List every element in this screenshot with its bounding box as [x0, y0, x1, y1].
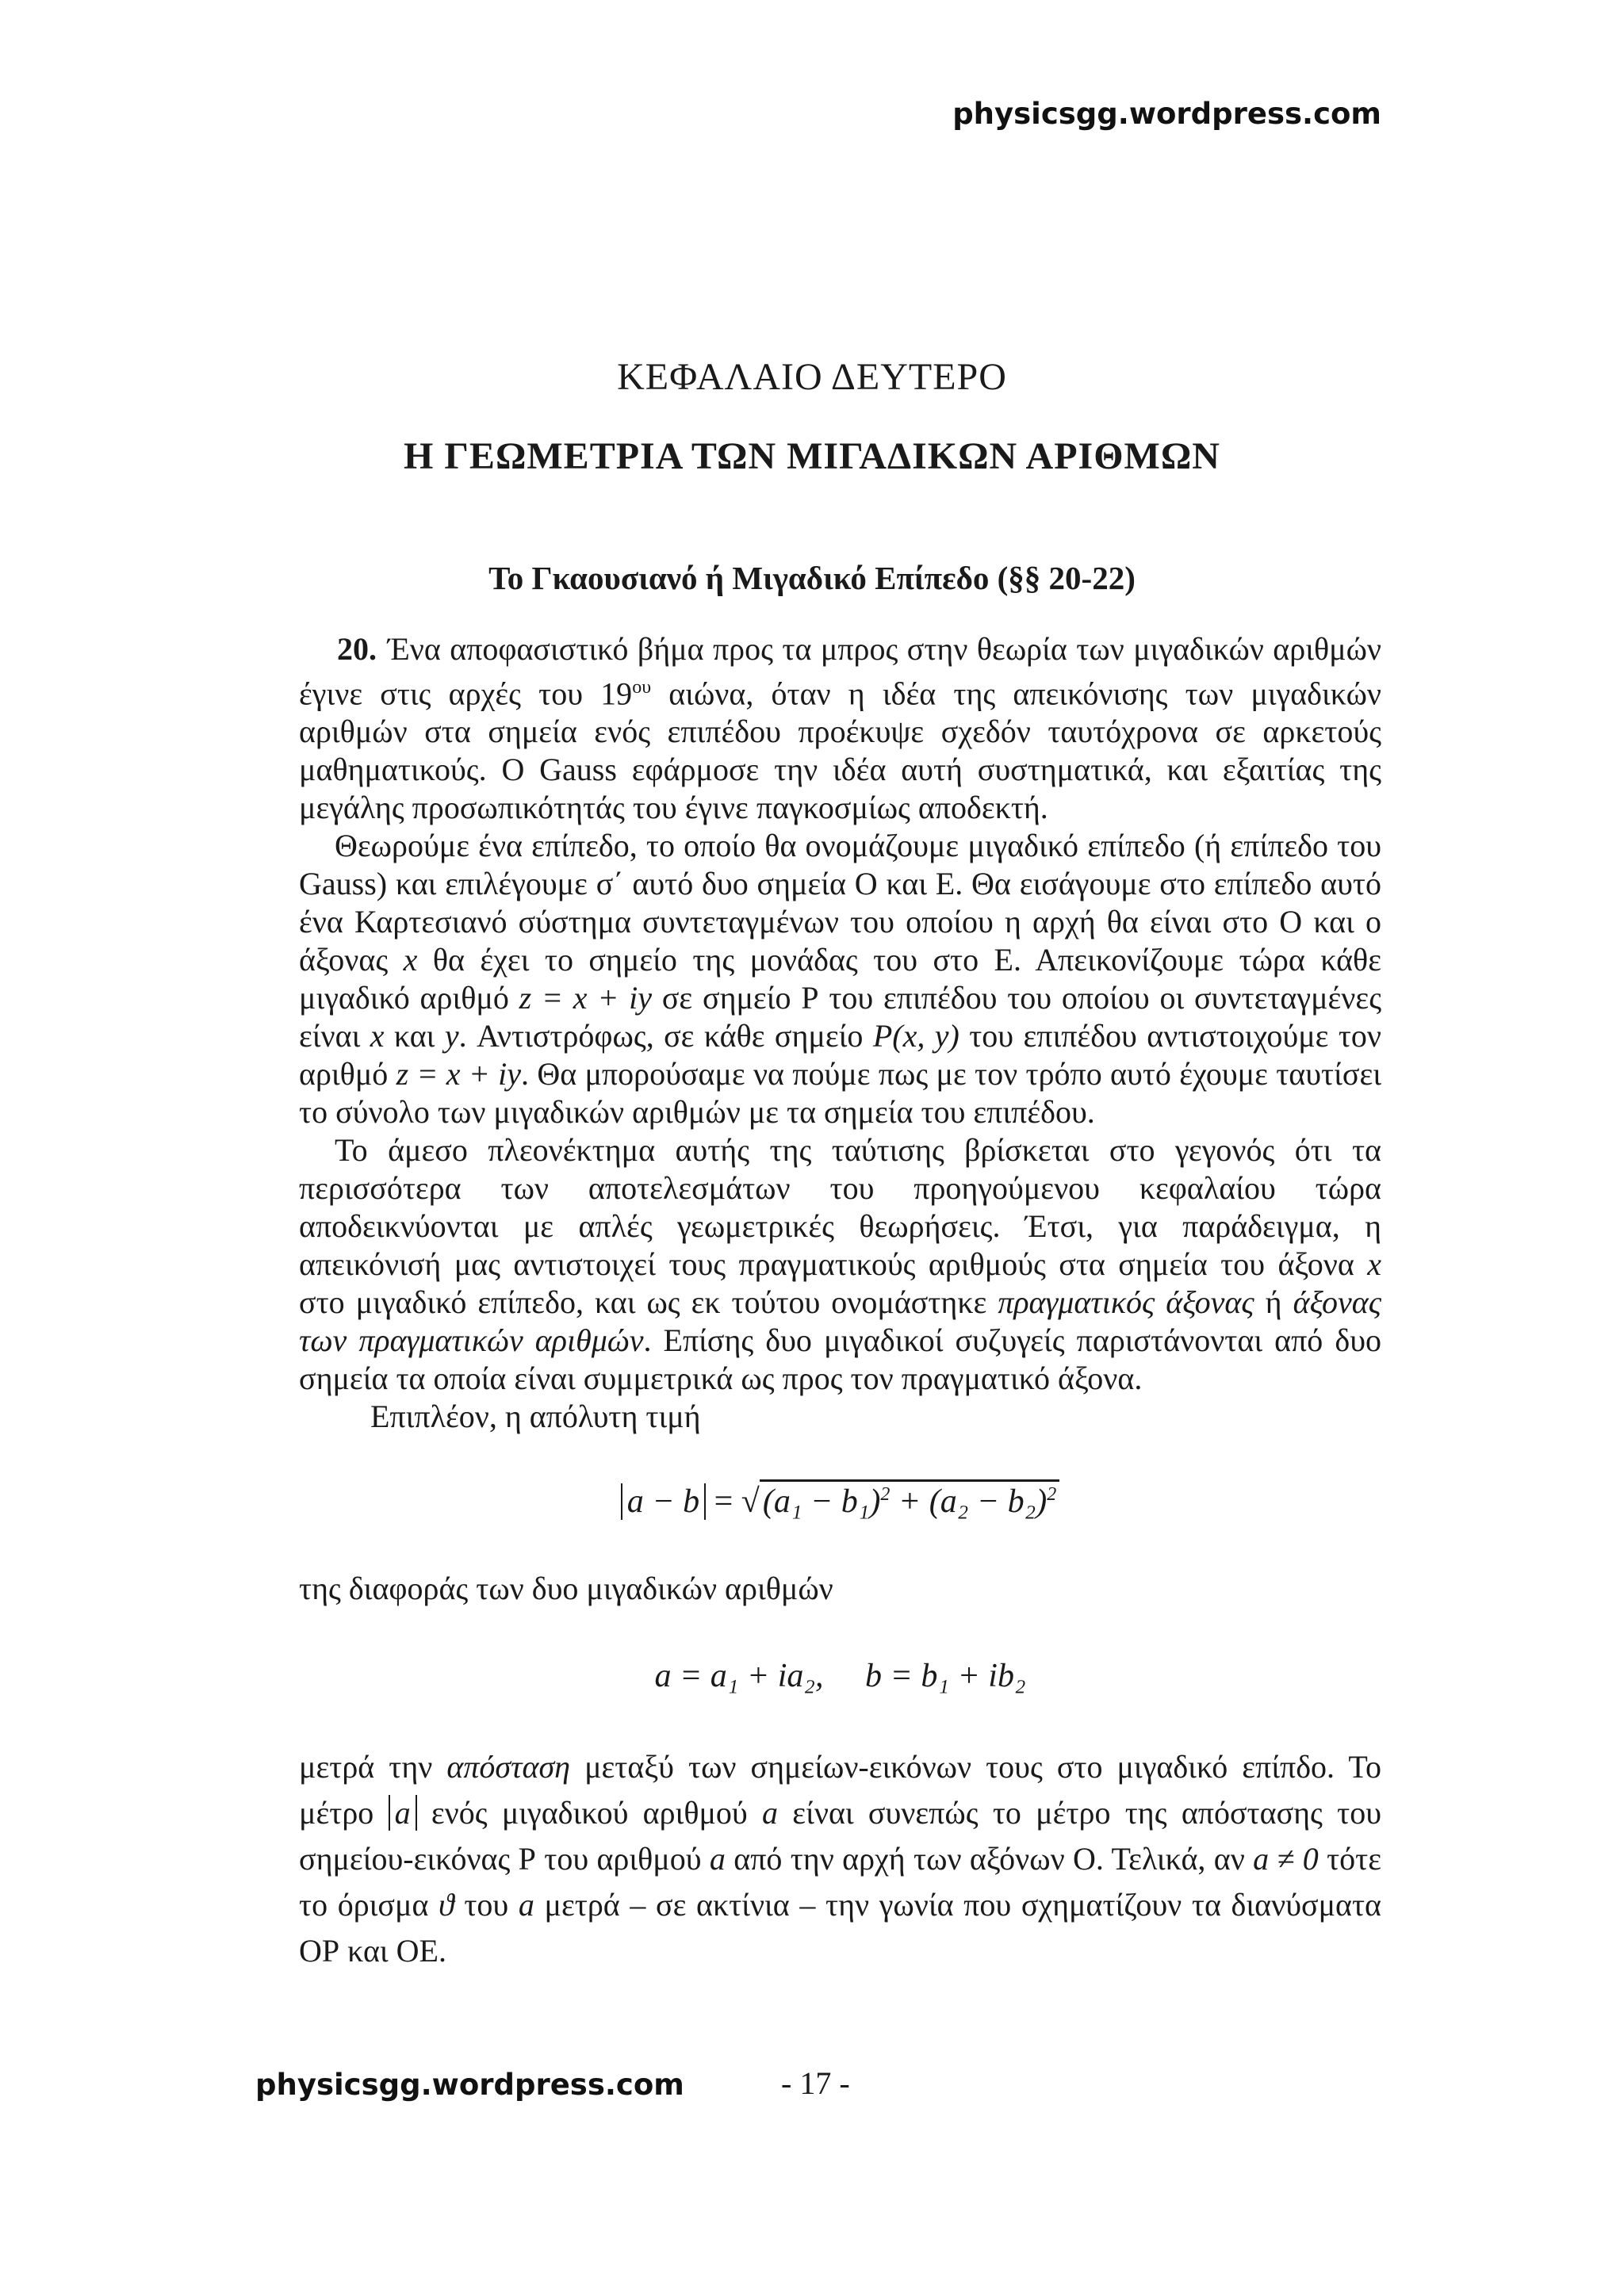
paragraph-absolute-value: Επιπλέον, η απόλυτη τιμή [370, 1399, 701, 1435]
math-x: x [1367, 1246, 1381, 1283]
math-x: x [370, 1018, 385, 1054]
paragraph-difference: της διαφοράς των δυο μιγαδικών αριθμών [299, 1571, 833, 1607]
equation-distance: $a - b = √(a_1 - b_1)^2 + (a_2 - b_2)^2$ [299, 1475, 1381, 1521]
header-site-name: physicsgg.wordpress.com [952, 97, 1381, 131]
equation-definitions: a = a₁ + ia₂, b = b₁ + ib₂ [654, 1658, 1026, 1695]
footer-site-name: physicsgg.wordpress.com [255, 2068, 684, 2102]
math-nonzero-condition: a ≠ 0 [1253, 1841, 1319, 1877]
math-z-equation: z = x + iy [396, 1056, 522, 1093]
term-distance: απόσταση [446, 1749, 571, 1785]
math-point-p: P(x, y) [872, 1018, 959, 1054]
math-z-equation: z = x + iy [519, 980, 653, 1016]
math-x: x [403, 942, 418, 978]
paragraph-advantage: Το άμεσο πλεονέκτημα αυτής της ταύτισης βρίσκεται στο γεγονός ότι τα περισσότερα των αποτελεσμάτων του προηγούμενου κεφαλαίου τώρα αποδεικνύονται με απλές γεωμετρικές θεωρήσεις. Έτσι, για παράδειγμα, η απεικόνισή μας αντιστοιχεί τους πραγματικούς αριθμούς στα σημεία του άξονα x στο μιγαδικό επίπεδο, και ως εκ τούτου ονομάστηκε πραγματικός άξονας ή άξονας των πραγματικών αριθμών. Επίσης δυο μιγαδικοί συζυγείς παριστάνονται από δυο σημεία τα οποία είναι συμμετρικά ως προς τον πραγματικό άξονα. [299, 1132, 1382, 1397]
paragraph-number: 20. [337, 631, 377, 667]
sqrt-radicand: $(a_1 - b_1)^2 + (a_2 - b_2)^2$ [760, 1479, 1059, 1520]
section-heading: Το Γκαουσιανό ή Μιγαδικό Επίπεδο (§§ 20-22) [488, 560, 1136, 596]
chapter-heading: ΚΕΦΑΛΑΙΟ ΔΕΥΤΕΡΟ [617, 356, 1007, 398]
math-abs-a: a [389, 1795, 417, 1831]
chapter-title: Η ΓΕΩΜΕΤΡΙΑ ΤΩΝ ΜΙΓΑΔΙΚΩΝ ΑΡΙΘΜΩΝ [404, 435, 1220, 477]
sqrt-symbol: √ [741, 1483, 760, 1521]
paragraph-gauss-plane: Θεωρούμε ένα επίπεδο, το οποίο θα ονομάζουμε μιγαδικό επίπεδο (ή επίπεδο του Gauss) και επιλέγουμε σ΄ αυτό δυο σημεία Ο και Ε. Θα εισάγουμε στο επίπεδο αυτό ένα Καρτεσιανό σύστημα συντεταγμένων του οποίου η αρχή θα είναι στο Ο και ο άξονας x θα έχει το σημείο της μονάδας του στο Ε. Απεικονίζουμε τώρα κάθε μιγαδικό αριθμό z = x + iy σε σημείο Ρ του επιπέδου του οποίου οι συντεταγμένες είναι x και y. Αντιστρόφως, σε κάθε σημείο P(x, y) του επιπέδου αντιστοιχούμε τον αριθμό z = x + iy. Θα μπορούσαμε να πούμε πως με τον τρόπο αυτό έχουμε ταυτίσει το σύνολο των μιγαδικών αριθμών με τα σημεία του επιπέδου. [299, 828, 1382, 1131]
term-axis-of-reals: άξονας των πραγματικών αριθμών [299, 1284, 1382, 1359]
page-number: - 17 - [781, 2065, 850, 2101]
paragraph-distance-meaning: μετρά την απόσταση μεταξύ των σημείων-εικόνων τους στο μιγαδικό επίπδο. Το μέτρο a ενός μιγαδικού αριθμού a είναι συνεπώς το μέτρο της απόστασης του σημείου-εικόνας Ρ του αριθμού a από την αρχή των αξόνων Ο. Τελικά, αν a ≠ 0 τότε το όρισμα ϑ του a μετρά – σε ακτίνια – την γωνία που σχηματίζουν τα διανύσματα ΟΡ και ΟΕ. [299, 1749, 1382, 1969]
math-y: y [444, 1018, 459, 1054]
body-text [299, 630, 1381, 1974]
term-real-axis: πραγματικός άξονας [998, 1284, 1254, 1321]
paragraph-20: 20. Ένα αποφασιστικό βήμα προς τα μπρος στην θεωρία των μιγαδικών αριθμών έγινε στις αρχές του $19^{o\upsilon}$ αιώνα, όταν η ιδέα της απεικόνισης των μιγαδικών αριθμών στα σημεία ενός επιπέδου προέκυψε σχεδόν ταυτόχρονα σε αρκετούς μαθηματικούς. Ο Gauss εφάρμοσε την ιδέα αυτή συστηματικά, και εξαιτίας της μεγάλης προσωπικότητάς του έγινε παγκοσμίως αποδεκτή. [299, 631, 1381, 826]
math-theta: ϑ [439, 1887, 454, 1923]
